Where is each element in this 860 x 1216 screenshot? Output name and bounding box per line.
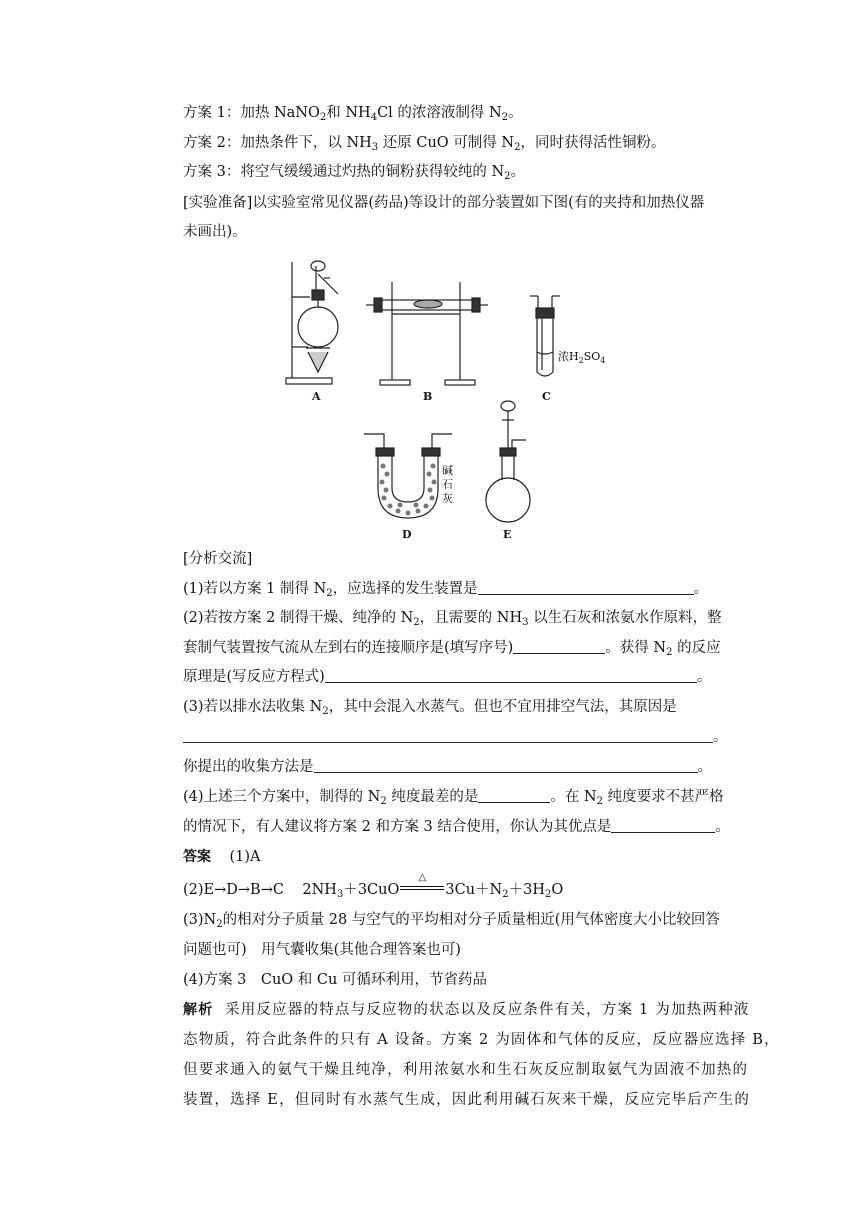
label-a: A	[312, 390, 321, 403]
svg-text:浓H2SO4: 浓$H_2SO_4$	[558, 350, 606, 365]
question-2-line-3: 原理是(写反应方程式) 。	[183, 669, 712, 685]
apparatus-c	[530, 296, 605, 376]
plan-1: 方案 1：加热 NaNO$_2$和 $NH_4Cl$ 的浓溶液制得 $N_2$。	[183, 105, 523, 123]
apparatus-a	[286, 261, 338, 384]
question-3-line-2: 。	[183, 727, 735, 747]
explanation-line-3: 但要求通入的氨气干燥且纯净，利用浓氨水和生石灰反应制取氨气为固液不加热的	[183, 1062, 749, 1078]
q3-reason-blank[interactable]	[183, 727, 713, 743]
q4-worst-blank[interactable]	[478, 787, 550, 803]
label-e: E	[503, 528, 512, 541]
label-d: D	[402, 528, 412, 541]
analysis-heading: [分析交流]	[183, 551, 253, 567]
explanation-line-2: 态物质，符合此条件的只有 A 设备。方案 2 为固体和气体的反应，反应器应选择 B，	[183, 1032, 780, 1048]
q1-blank[interactable]	[478, 579, 694, 595]
question-4-line-1: (4)上述三个方案中，制得的 $N_2$ 纯度最差的是 。在 $N_2$ 纯度要求不甚严格	[183, 789, 724, 807]
plan-3: 方案 3：将空气缓缓通过灼热的铜粉获得较纯的 $N_2$。	[183, 164, 526, 182]
label-b: B	[423, 390, 433, 403]
question-2-line-1: (2)若按方案 2 制得干燥、纯净的 $N_2$，且需要的 $NH_3$ 以生石灰和浓氨水作原料，整	[183, 610, 722, 628]
svg-text:灰: 灰	[442, 492, 453, 505]
plan-2: 方案 2：加热条件下，以 $NH_3$ 还原 CuO 可制得 $N_2$，同时获得活性铜粉。	[183, 135, 666, 153]
svg-text:碱: 碱	[442, 464, 453, 477]
q2-equation-blank[interactable]	[325, 667, 697, 683]
reaction-condition: △	[399, 880, 445, 900]
apparatus-figure	[280, 252, 620, 542]
explanation-label: 解析	[183, 1002, 214, 1018]
question-3-line-3: 你提出的收集方法是 。	[183, 759, 712, 775]
question-2-line-2: 套制气装置按气流从左到右的连接顺序是(填写序号) 。获得 $N_2$ 的反应	[183, 640, 721, 658]
q3-method-blank[interactable]	[314, 757, 698, 773]
answer-2: (2)E→D→B→C $2NH_3+3CuO$ △ $3Cu+N_2+3H_2O$	[183, 872, 564, 900]
answer-3-line-2: 问题也可) 用气囊收集(其他合理答案也可)	[183, 942, 461, 958]
explanation-line-4: 装置，选择 E，但同时有水蒸气生成，因此利用碱石灰来干燥，反应完毕后产生的	[183, 1092, 751, 1108]
question-4-line-2: 的情况下，有人建议将方案 2 和方案 3 结合使用，你认为其优点是 。	[183, 819, 730, 835]
answer-3-line-1: $(3)N_2$的相对分子质量 28 与空气的平均相对分子质量相近(用气体密度大小比较回答	[183, 912, 720, 930]
answer-1: 答案 (1)A	[183, 849, 261, 865]
prep-line-1: [实验准备]以实验室常见仪器(药品)等设计的部分装置如下图(有的夹持和加热仪器	[183, 195, 705, 211]
label-c: C	[542, 390, 551, 403]
explanation-line-1: 解析 采用反应器的特点与反应物的状态以及反应条件有关，方案 1 为加热两种液	[183, 1002, 750, 1018]
apparatus-b	[366, 282, 488, 385]
q4-advantage-blank[interactable]	[611, 817, 715, 833]
apparatus-e	[486, 401, 530, 522]
apparatus-d	[364, 434, 453, 518]
answer-label: 答案	[183, 849, 211, 865]
question-3-line-1: (3)若以排水法收集 $N_2$，其中会混入水蒸气。但也不宜用排空气法，其原因是	[183, 699, 677, 717]
question-1: (1)若以方案 1 制得 $N_2$，应选择的发生装置是 。	[183, 581, 709, 599]
q2-sequence-blank[interactable]	[513, 638, 605, 654]
svg-text:石: 石	[442, 478, 453, 491]
prep-line-2: 未画出)。	[183, 224, 247, 240]
answer-4: (4)方案 3 CuO 和 Cu 可循环利用，节省药品	[183, 972, 487, 988]
